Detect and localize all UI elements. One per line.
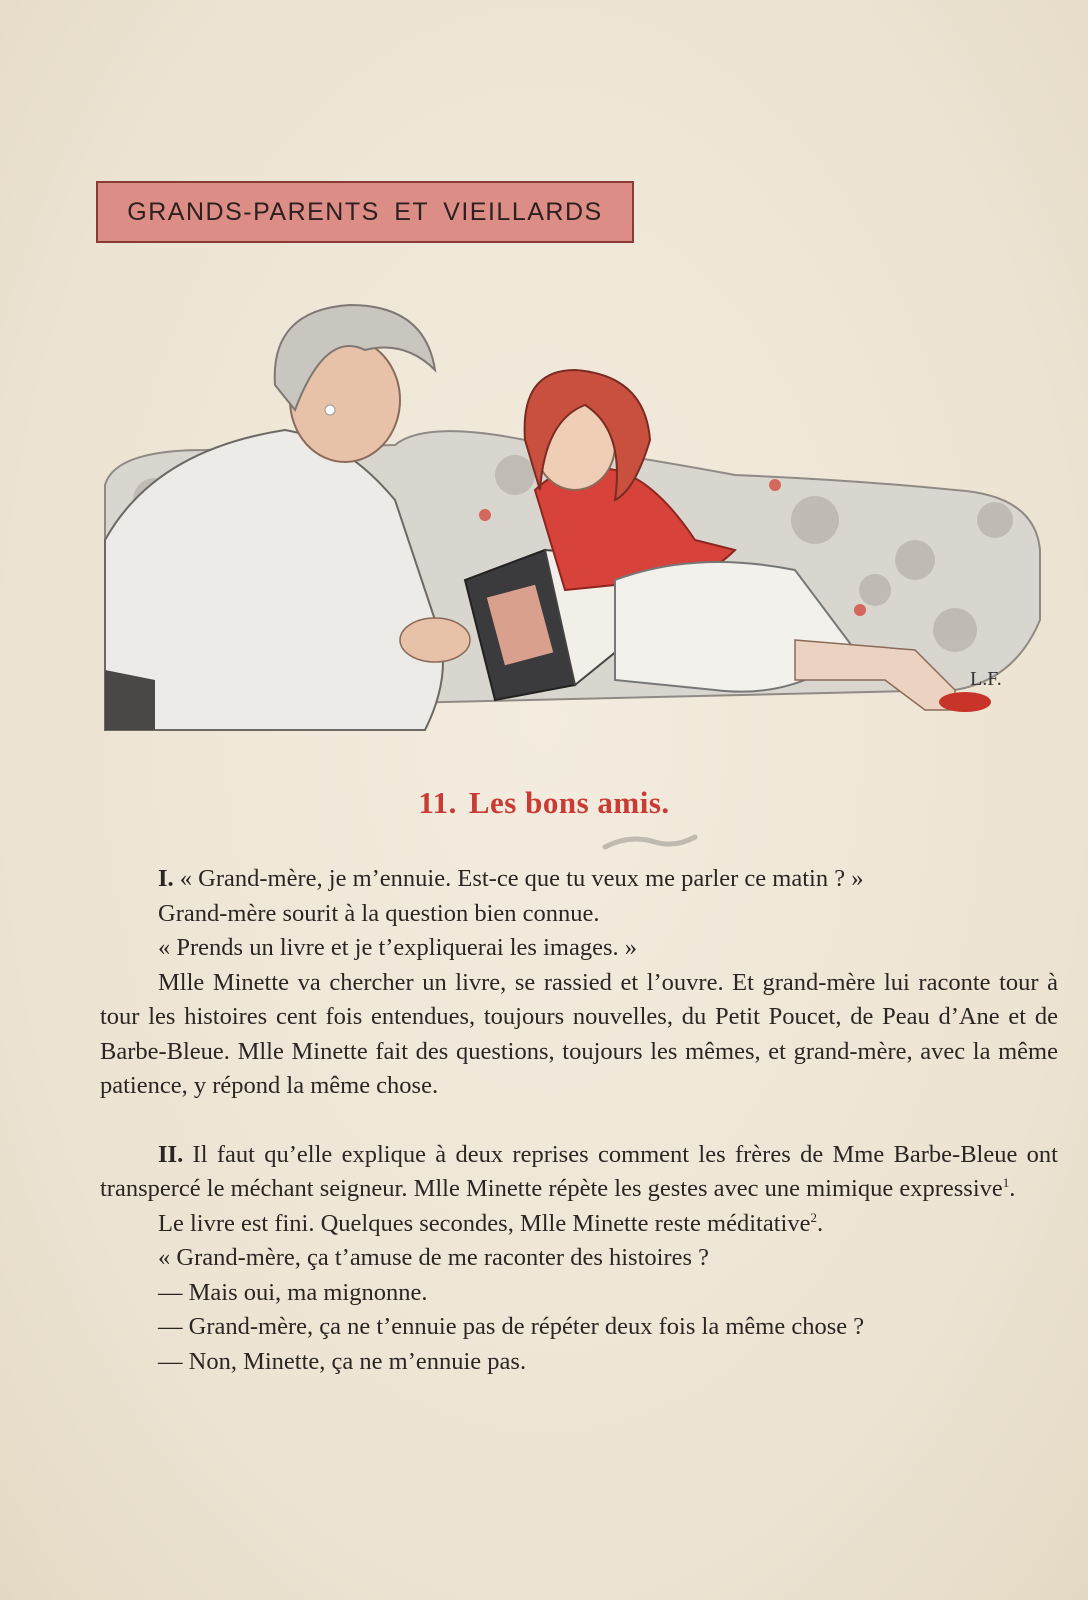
dialogue-line: — Non, Minette, ça ne m’ennuie pas. (158, 1347, 527, 1375)
punctuation: . (1009, 1175, 1016, 1202)
grandmother-skirt (105, 670, 155, 730)
chapter-title (0, 785, 1088, 821)
dialogue-line: — Mais oui, ma mignonne. (158, 1278, 428, 1306)
grandmother-hand (400, 618, 470, 662)
paragraph (100, 1207, 1058, 1242)
paragraph (100, 862, 1058, 897)
paragraph: « Prends un livre et je t’expliquerai les images. » (158, 934, 637, 961)
chapter-title-text: Les bons amis. (468, 785, 670, 820)
part-marker: I. (158, 865, 174, 892)
section-gap (100, 1104, 1058, 1138)
footnote-ref: 1 (1002, 1174, 1010, 1190)
ornament-flourish (600, 832, 700, 854)
girl-shoe (939, 692, 991, 712)
illustration-grandmother-and-girl (95, 290, 1070, 770)
paragraph-text: Le livre est fini. Quelques secondes, Mlle Minette reste méditative (158, 1209, 811, 1237)
paragraph-text: « Grand-mère, je m’ennuie. Est-ce que tu veux me parler ce matin ? » (179, 865, 864, 892)
earring (325, 405, 335, 415)
punctuation: . (816, 1209, 824, 1237)
paragraph: Mlle Minette va chercher un livre, se rassied et l’ouvre. Et grand-mère lui raconte tour à tour les histoires cent fois entendues, toujours nouvelles, du Petit Poucet, de Peau d’Ane et de Barbe-Bleue. Mlle Minette fait des questions, toujours les mêmes, et grand-mère, avec la même patience, y répond la même chose. (100, 968, 1058, 1099)
story-text (100, 862, 1058, 1379)
dialogue-line: — Grand-mère, ça ne t’ennuie pas de répéter deux fois la même chose ? (158, 1313, 865, 1340)
section-header-text: GRANDS-PARENTS ET VIEILLARDS (127, 197, 603, 226)
footnote-ref: 2 (810, 1209, 817, 1225)
paragraph-text: Il faut qu’elle explique à deux reprises comment les frères de Mme Barbe-Bleue ont transpercé le méchant seigneur. Mlle Minette répète les gestes avec une mimique expressive (100, 1140, 1058, 1202)
paragraph: Grand-mère sourit à la question bien connue. (158, 899, 600, 927)
chapter-number: 11. (418, 785, 457, 820)
illustration-signature: L.F. (970, 668, 1002, 690)
part-marker: II. (158, 1140, 184, 1168)
paragraph (100, 1138, 1058, 1207)
dialogue-line: « Grand-mère, ça t’amuse de me raconter des histoires ? (158, 1244, 710, 1271)
section-header-box (96, 181, 634, 243)
